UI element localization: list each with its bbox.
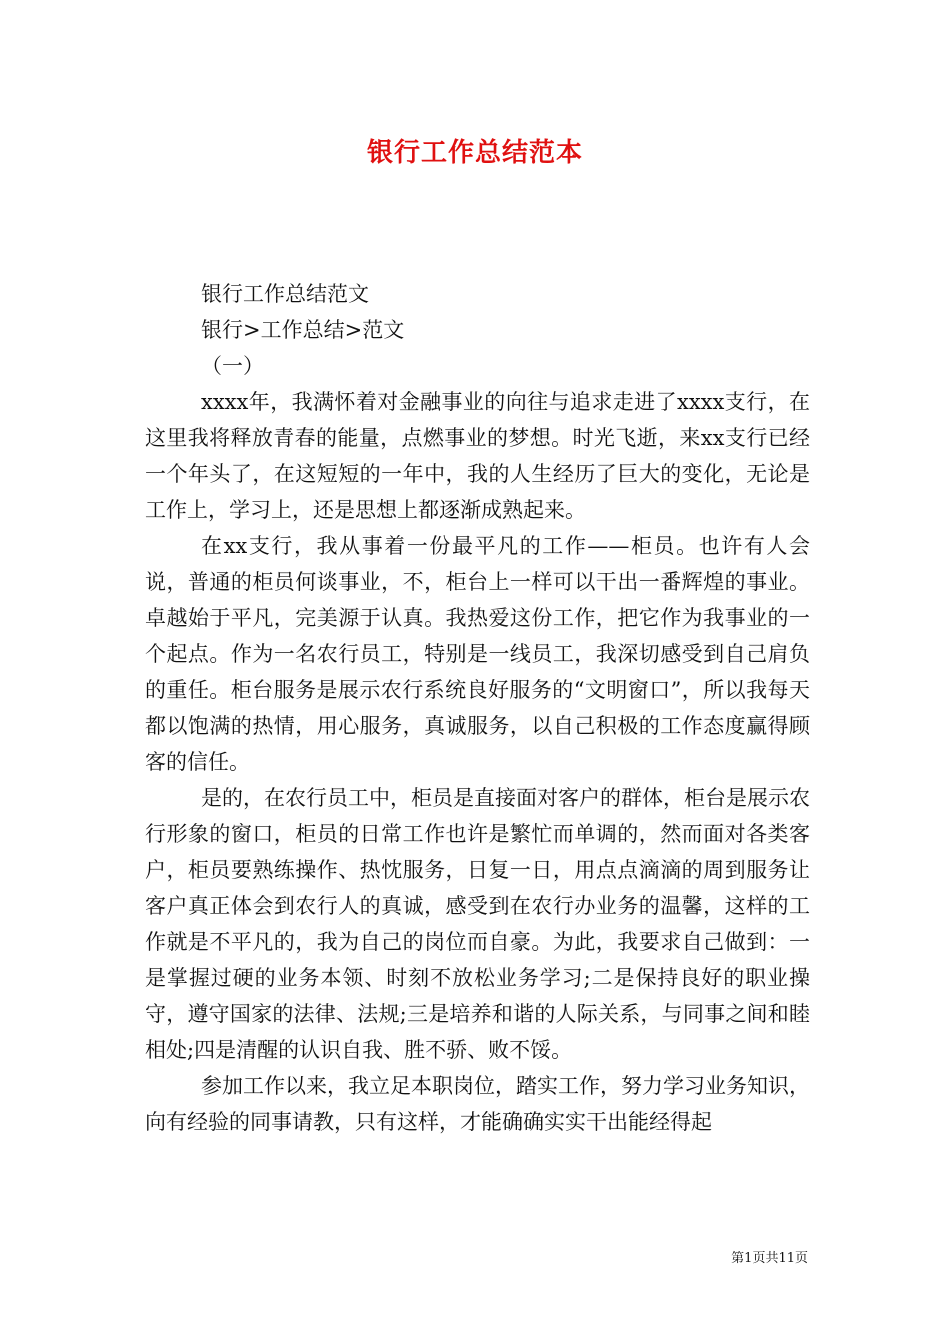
- heading-line: 银行工作总结范文: [201, 282, 369, 306]
- section-number: （一）: [201, 354, 264, 378]
- paragraph: 参加工作以来，我立足本职岗位，踏实工作，努力学习业务知识，向有经验的同事请教，只有这样，才能确确实实干出能经得起: [145, 1074, 810, 1134]
- paragraph: 是的，在农行员工中，柜员是直接面对客户的群体，柜台是展示农行形象的窗口，柜员的日常工作也许是繁忙而单调的，然而面对各类客户，柜员要熟练操作、热忱服务，日复一日，用点点滴滴的周到服务让客户真正体会到农行人的真诚，感受到在农行办业务的温馨，这样的工作就是不平凡的，我为自己的岗位而自豪。为此，我要求自己做到：一是掌握过硬的业务本领、时刻不放松业务学习;二是保持良好的职业操守，遵守国家的法律、法规;三是培养和谐的人际关系，与同事之间和睦相处;四是清醒的认识自我、胜不骄、败不馁。: [145, 786, 810, 1062]
- document-body: [145, 276, 810, 1140]
- paragraph: 在xx支行，我从事着一份最平凡的工作——柜员。也许有人会说，普通的柜员何谈事业，不，柜台上一样可以干出一番辉煌的事业。卓越始于平凡，完美源于认真。我热爱这份工作，把它作为我事业的一个起点。作为一名农行员工，特别是一线员工，我深切感受到自己肩负的重任。柜台服务是展示农行系统良好服务的“文明窗口”，所以我每天都以饱满的热情，用心服务，真诚服务，以自己积极的工作态度赢得顾客的信任。: [145, 534, 810, 774]
- document-title: 银行工作总结范本: [366, 138, 583, 168]
- page-number-footer: 第1页共11页: [731, 1251, 808, 1266]
- breadcrumb-line: 银行>工作总结>范文: [201, 318, 405, 342]
- paragraph: xxxx年，我满怀着对金融事业的向往与追求走进了xxxx支行，在这里我将释放青春的能量，点燃事业的梦想。时光飞逝，来xx支行已经一个年头了，在这短短的一年中，我的人生经历了巨大的变化，无论是工作上，学习上，还是思想上都逐渐成熟起来。: [145, 390, 810, 522]
